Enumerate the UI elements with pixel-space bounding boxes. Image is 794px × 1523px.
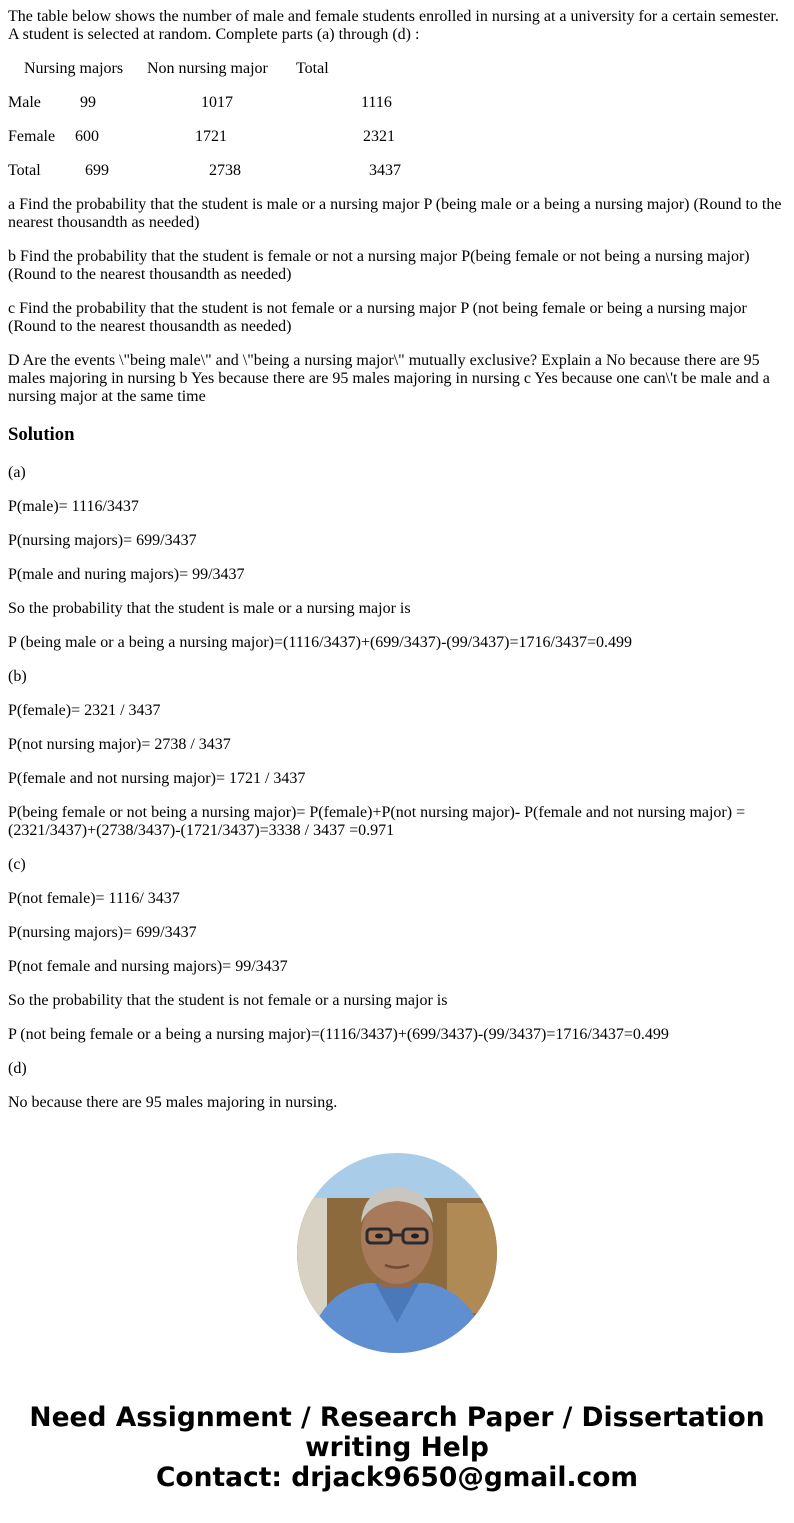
solution-line: P (being male or a being a nursing major)=(1116/3437)+(699/3437)-(99/3437)=1716/3437=0.499	[8, 634, 632, 651]
author-avatar	[297, 1153, 497, 1353]
footer-promo-text: Need Assignment / Research Paper / Dissertation writing Help	[29, 1402, 765, 1463]
table-row	[8, 162, 786, 180]
solution-line: No because there are 95 males majoring in nursing.	[8, 1094, 338, 1111]
solution-line: P(being female or not being a nursing major)= P(female)+P(not nursing major)- P(female and not nursing major) = (2321/3437)+(2738/3437)-(1721/3437)=3338 / 3437 =0.971	[8, 804, 746, 839]
footer-banner	[0, 1403, 794, 1493]
solution-heading: Solution	[8, 424, 75, 445]
solution-line: (a)	[8, 464, 26, 481]
solution-line: (d)	[8, 1060, 27, 1077]
question-part-d: D Are the events \"being male\" and \"being a nursing major\" mutually exclusive? Explain a No because there are 95 males majoring in nursing b Yes because there are 95 males majoring in nursing c Yes because one can\'t be male and a nursing major at the same time	[8, 352, 770, 405]
table-header-cell: Nursing majors	[24, 60, 124, 77]
table-cell: 2321	[363, 128, 395, 145]
table-row-label: Total	[8, 162, 41, 179]
author-portrait-image	[297, 1153, 497, 1353]
question-intro: The table below shows the number of male and female students enrolled in nursing at a university for a certain semester. A student is selected at random. Complete parts (a) through (d) :	[8, 8, 779, 43]
table-header-cell: Non nursing major	[147, 60, 268, 77]
solution-line: P(female)= 2321 / 3437	[8, 702, 161, 719]
solution-line: P(not female)= 1116/ 3437	[8, 890, 180, 907]
question-part-c: c Find the probability that the student is not female or a nursing major P (not being female or being a nursing major (Round to the nearest thousandth as needed)	[8, 300, 747, 335]
table-cell: 3437	[369, 162, 401, 179]
table-row	[8, 94, 786, 112]
solution-line: P(male)= 1116/3437	[8, 498, 139, 515]
solution-line: P(male and nuring majors)= 99/3437	[8, 566, 245, 583]
table-cell: 699	[85, 162, 109, 179]
solution-line: P(nursing majors)= 699/3437	[8, 532, 197, 549]
solution-line: So the probability that the student is not female or a nursing major is	[8, 992, 448, 1009]
solution-line: P (not being female or a being a nursing major)=(1116/3437)+(699/3437)-(99/3437)=1716/3437=0.499	[8, 1026, 669, 1043]
table-cell: 1017	[201, 94, 233, 111]
question-part-a: a Find the probability that the student is male or a nursing major P (being male or a being a nursing major) (Round to the nearest thousandth as needed)	[8, 196, 782, 231]
table-row-label: Male	[8, 94, 41, 111]
table-row-label: Female	[8, 128, 56, 145]
solution-line: P(not female and nursing majors)= 99/3437	[8, 958, 288, 975]
table-row	[8, 128, 786, 146]
solution-line: (b)	[8, 668, 27, 685]
table-header-row	[8, 60, 786, 78]
solution-line: P(nursing majors)= 699/3437	[8, 924, 197, 941]
solution-line: P(female and not nursing major)= 1721 / 3437	[8, 770, 306, 787]
footer-contact-text: Contact: drjack9650@gmail.com	[155, 1462, 639, 1493]
table-header-cell: Total	[296, 60, 329, 77]
table-cell: 1721	[195, 128, 227, 145]
table-cell: 600	[75, 128, 99, 145]
solution-line: So the probability that the student is male or a nursing major is	[8, 600, 411, 617]
solution-line: P(not nursing major)= 2738 / 3437	[8, 736, 231, 753]
table-cell: 1116	[361, 94, 392, 111]
solution-line: (c)	[8, 856, 26, 873]
question-part-b: b Find the probability that the student is female or not a nursing major P(being female or not being a nursing major) (Round to the nearest thousandth as needed)	[8, 248, 750, 283]
table-cell: 99	[80, 94, 96, 111]
table-cell: 2738	[209, 162, 241, 179]
